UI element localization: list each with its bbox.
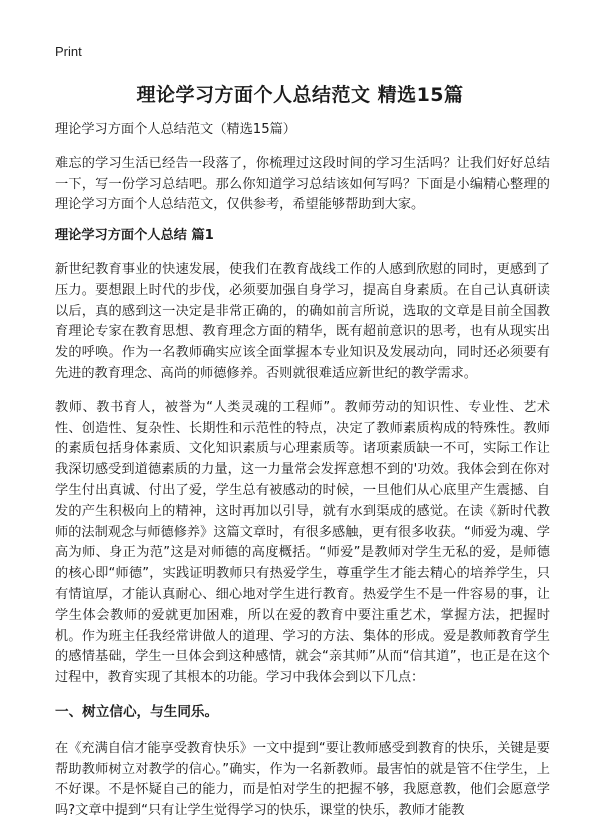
body-paragraph: 在《充满自信才能享受教育快乐》一文中提到“要让教师感受到教育的快乐，关键是要帮助教师树立对教学的信心。”确实，作为一名新教师。最害怕的就是管不住学生，上不好课。不是怀疑自己的能力，而是怕对学生的把握不够，我愿意教，他们会愿意学吗?文章中提到“只有让学生觉得学习的快乐，课堂的快乐，教师才能教 <box>55 740 550 819</box>
body-paragraph: 教师、教书育人，被誉为“人类灵魂的工程师”。教师劳动的知识性、专业性、艺术性、创造性、复杂性、长期性和示范性的特点，决定了教师素质构成的特殊性。教师的素质包括身体素质、文化知识素质与心理素质等。诸项素质缺一不可，实际工作让我深切感受到道德素质的力量，这一力量常会发挥意想不到的'功效。我体会到在你对学生付出真诚、付出了爱，学生总有被感动的时候，一旦他们从心底里产生震撼、自发的产生积极向上的精神，这时再加以引导，就有水到渠成的感觉。在读《新时代教师的法制观念与师德修养》这篇文章时，有很多感触，更有很多收获。“师爱为魂、学高为师、身正为范”这是对师德的高度概括。“师爱”是教师对学生无私的爱，是师德的核心即“师德”，实践证明教师只有热爱学生，尊重学生才能去精心的培养学生，只有情谊厚，才能认真耐心、细心地对学生进行教育。热爱学生不是一件容易的事，让学生体会教师的爱就更加困难，所以在爱的教育中要注重艺术，掌握方法，把握时机。作为班主任我经常讲做人的道理、学习的方法、集体的形成。爱是教师教育学生的感情基础，学生一旦体会到这种感情，就会“亲其师”从而“信其道”，也正是在这个过程中，教育实现了其根本的功能。学习中我体会到以下几点： <box>55 399 550 686</box>
sub-heading: 一、树立信心，与生同乐。 <box>55 703 219 720</box>
body-paragraph: 新世纪教育事业的快速发展，使我们在教育战线工作的人感到欣慰的同时，更感到了压力。要想跟上时代的步伐，必须要加强自身学习，提高自身素质。在自己认真研读以后，真的感到这一决定是非常正确的，的确如前言所说，选取的文章是目前全国教育理论专家在教育思想、教育理念方面的精华，既有超前意识的思考，也有从现实出发的呼唤。作为一名教师确实应该全面掌握本专业知识及发展动向，同时还必须要有先进的教育理念、高尚的师德修养。否则就很难适应新世纪的教学需求。 <box>55 261 550 381</box>
document-subtitle: 理论学习方面个人总结范文（精选15篇） <box>55 122 296 137</box>
intro-paragraph: 难忘的学习生活已经告一段落了，你梳理过这段时间的学习生活吗？让我们好好总结一下，写一份学习总结吧。那么你知道学习总结该如何写吗？下面是小编精心整理的理论学习方面个人总结范文，仅供参考，希望能够帮助到大家。 <box>55 155 550 213</box>
section-heading: 理论学习方面个人总结 篇1 <box>55 228 214 244</box>
document-body <box>55 120 550 828</box>
document-title: 理论学习方面个人总结范文 精选15篇 <box>136 84 464 106</box>
print-link[interactable]: Print <box>55 44 82 59</box>
